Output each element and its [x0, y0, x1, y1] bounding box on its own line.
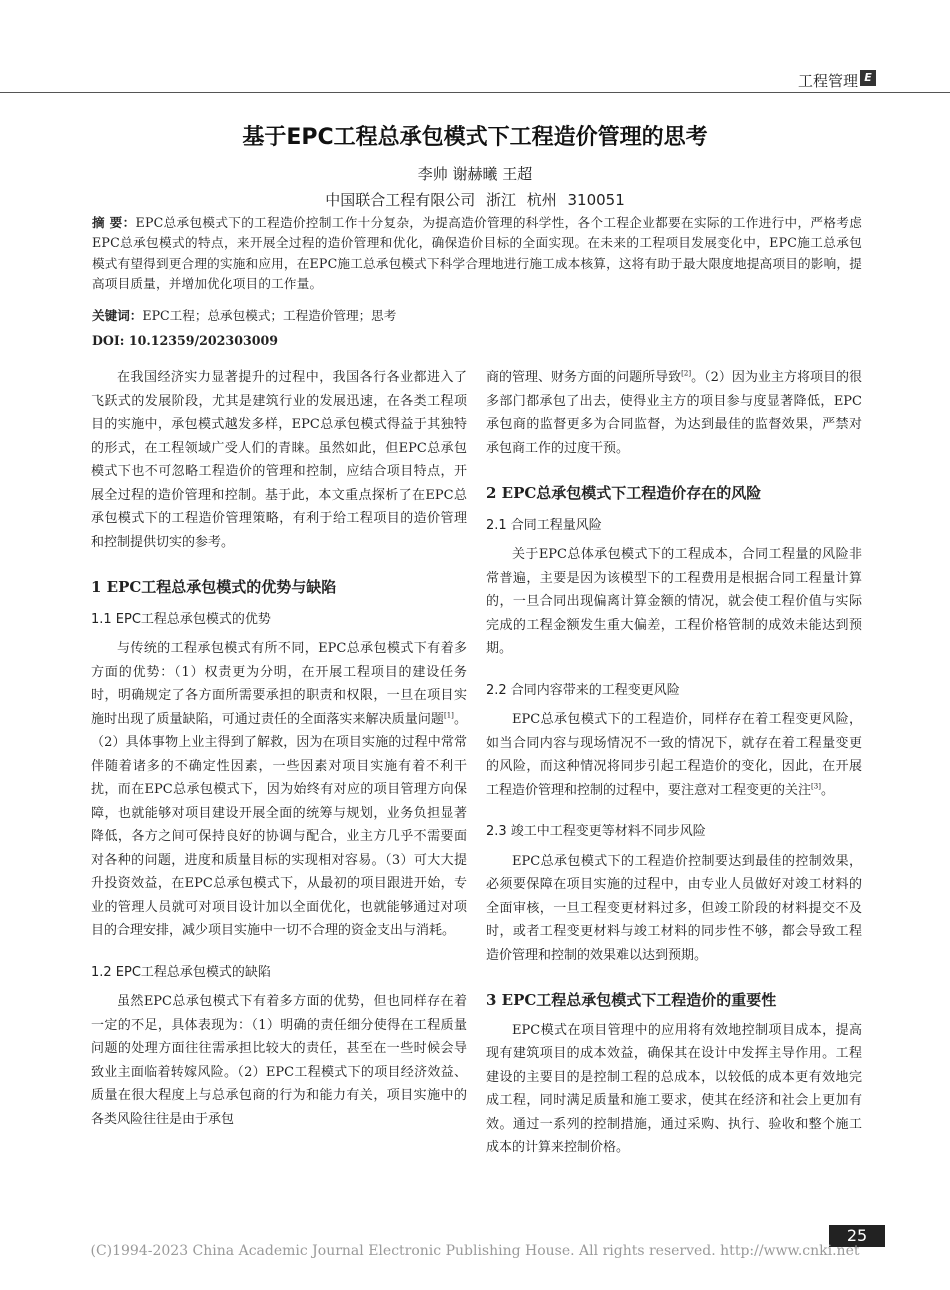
- doi: DOI: 10.12359/202303009: [92, 333, 279, 348]
- keywords: [92, 306, 862, 326]
- section-2-heading: 2 EPC总承包模式下工程造价存在的风险: [486, 484, 762, 502]
- paper-title: 基于EPC工程总承包模式下工程造价管理的思考: [242, 125, 708, 150]
- section-3-paragraph: EPC模式在项目管理中的应用将有效地控制项目成本，提高现有建筑项目的成本效益，确保其在设计中发挥主导作用。工程建设的主要目的是控制工程的总成本，以较低的成本更有效地完成工程，同时满足质量和施工要求，使其在经济和社会上更加有效。通过一系列的控制措施，通过采购、执行、验收和整个施工成本的计算来控制价格。: [486, 1022, 862, 1155]
- right-column: [486, 366, 862, 1160]
- section-2-2-paragraph: [486, 708, 862, 802]
- continued-paragraph: [486, 366, 862, 460]
- citation-1[interactable]: [1]: [443, 711, 454, 720]
- section-1-1-paragraph: [91, 637, 467, 943]
- citation-3[interactable]: [3]: [811, 782, 821, 791]
- abstract: [92, 213, 862, 295]
- section-2-1-heading: 2.1 合同工程量风险: [486, 517, 602, 533]
- continued-text-a: 商的管理、财务方面的问题所导致: [486, 370, 682, 385]
- section-2-2-text-a: EPC总承包模式下的工程造价，同样存在着工程变更风险，如当合同内容与现场情况不一致的情况下，就存在着工程量变更的风险，而这种情况将同步引起工程造价的变化，因此，在开展工程造价管理和控制的过程中，要注意对工程变更的关注: [486, 712, 862, 798]
- abstract-label: 摘 要：: [92, 215, 136, 230]
- abstract-text: EPC总承包模式下的工程造价控制工作十分复杂，为提高造价管理的科学性，各个工程企业都要在实际的工作进行中，严格考虑EPC总承包模式的特点，来开展全过程的造价管理和优化，确保造价目标的全面实现。在未来的工程项目发展变化中，EPC施工总承包模式有望得到更合理的实施和应用，在EPC施工总承包模式下科学合理地进行施工成本核算，这将有助于最大限度地提高项目的影响，提高项目质量，并增加优化项目的工作量。: [92, 215, 863, 292]
- left-column: [91, 366, 467, 1131]
- paper-authors: 李帅 谢赫曦 王超: [417, 165, 533, 183]
- author-affiliation: 中国联合工程有限公司 浙江 杭州 310051: [325, 191, 625, 209]
- section-1-1-text-a: 与传统的工程承包模式有所不同，EPC总承包模式下有着多方面的优势：（1）权责更为分明，在开展工程项目的建设任务时，明确规定了各方面所需要承担的职责和权限，一旦在项目实施时出现了质量缺陷，可通过责任的全面落实来解决质量问题: [91, 641, 467, 727]
- citation-2[interactable]: [2]: [681, 369, 692, 378]
- section-2-2-heading: 2.2 合同内容带来的工程变更风险: [486, 682, 680, 698]
- keywords-text: EPC工程；总承包模式；工程造价管理；思考: [142, 308, 397, 323]
- journal-section-title: 工程管理: [797, 72, 858, 90]
- section-3-heading: 3 EPC工程总承包模式下工程造价的重要性: [486, 991, 777, 1009]
- header-divider: [0, 92, 950, 93]
- page-number: 25: [829, 1225, 885, 1247]
- journal-logo-icon: E: [860, 70, 876, 86]
- section-2-1-paragraph: 关于EPC总体承包模式下的工程成本，合同工程量的风险非常普遍，主要是因为该模型下的工程费用是根据合同工程量计算的，一旦合同出现偏离计算金额的情况，就会使工程价值与实际完成的工程金额发生重大偏差，工程价格管制的成效未能达到预期。: [486, 547, 862, 656]
- keywords-label: 关键词：: [92, 308, 143, 323]
- continued-text-b: 。（2）因为业主方将项目的很多部门都承包了出去，使得业主方的项目参与度显著降低，EPC承包商的监督更多为合同监督，为达到最佳的监督效果，严禁对承包商工作的过度干预。: [486, 370, 862, 456]
- copyright-footer: (C)1994-2023 China Academic Journal Electronic Publishing House. All rights reserved. http://www.cnki.net: [90, 1243, 860, 1259]
- intro-paragraph: 在我国经济实力显著提升的过程中，我国各行各业都进入了飞跃式的发展阶段，尤其是建筑行业的发展迅速，在各类工程项目的实施中，承包模式越发多样，EPC总承包模式得益于其独特的形式，在工程领域广受人们的青睐。虽然如此，但EPC总承包模式下也不可忽略工程造价的管理和控制，应结合项目特点，开展全过程的造价管理和控制。基于此，本文重点探析了在EPC总承包模式下的工程造价管理策略，有利于给工程项目的造价管理和控制提供切实的参考。: [91, 370, 467, 550]
- section-2-3-heading: 2.3 竣工中工程变更等材料不同步风险: [486, 824, 706, 839]
- section-1-2-heading: 1.2 EPC工程总承包模式的缺陷: [91, 964, 271, 980]
- section-2-2-text-b: 。: [820, 782, 834, 798]
- section-1-heading: 1 EPC工程总承包模式的优势与缺陷: [91, 578, 337, 596]
- section-1-1-text-b: 。（2）具体事物上业主得到了解救，因为在项目实施的过程中常常伴随着诸多的不确定性因素，一些因素对项目实施有着不利干扰，而在EPC总承包模式下，因为始终有对应的项目管理方向保障，也就能够对项目建设开展全面的统筹与规划，业务负担显著降低，各方之间可保持良好的协调与配合，业主方几乎不需要面对各种的问题，进度和质量目标的实现相对容易。（3）可大大提升投资效益，在EPC总承包模式下，从最初的项目跟进开始，专业的管理人员就可对项目设计加以全面优化，也就能够通过对项目的合理安排，减少项目实施中一切不合理的资金支出与消耗。: [91, 711, 467, 938]
- section-2-3-paragraph: EPC总承包模式下的工程造价控制要达到最佳的控制效果，必须要保障在项目实施的过程中，由专业人员做好对竣工材料的全面审核，一旦工程变更材料过多，但竣工阶段的材料提交不及时，或者工程变更材料与竣工材料的同步性不够，都会导致工程造价管理和控制的效果难以达到预期。: [486, 853, 862, 963]
- section-1-2-paragraph: 虽然EPC总承包模式下有着多方面的优势，但也同样存在着一定的不足，具体表现为：（1）明确的责任细分使得在工程质量问题的处理方面往往需承担比较大的责任，甚至在一些时候会导致业主面临着转嫁风险。（2）EPC工程模式下的项目经济效益、质量在很大程度上与总承包商的行为和能力有关，项目实施中的各类风险往往是由于承包: [91, 994, 467, 1127]
- section-1-1-heading: 1.1 EPC工程总承包模式的优势: [91, 611, 271, 627]
